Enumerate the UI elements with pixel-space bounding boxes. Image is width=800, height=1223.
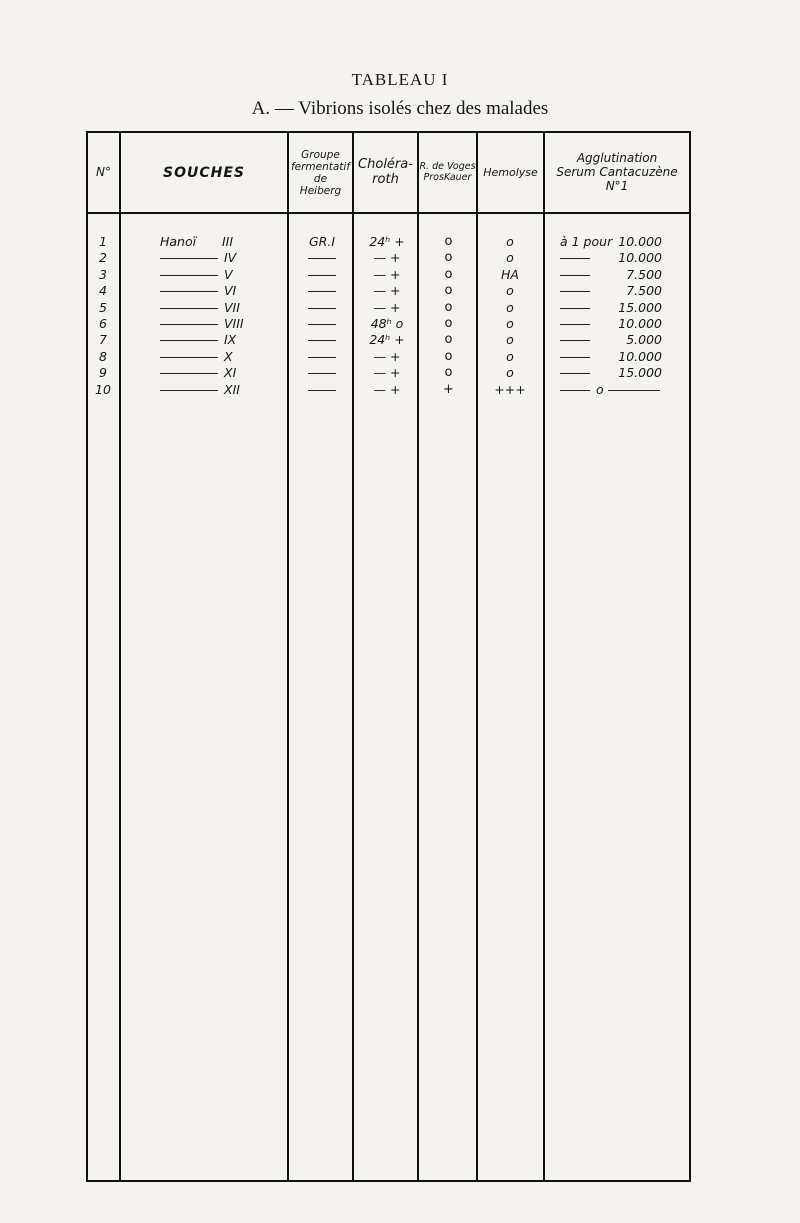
row-number: 5 (99, 299, 107, 315)
hemolyse-value: HA (501, 266, 519, 282)
strain-cell (124, 349, 284, 365)
ditto-dash (160, 390, 218, 391)
cholera-value: — + (373, 283, 401, 299)
agglutination-cell (548, 234, 688, 250)
ditto-dash (160, 357, 218, 358)
ditto-dash (560, 291, 590, 292)
ditto-dash (292, 365, 352, 381)
strain-number: IV (224, 250, 237, 266)
ditto-dash (560, 324, 590, 325)
voges-value: o (444, 365, 453, 381)
ditto-dash (560, 275, 590, 276)
ditto-dash (292, 267, 352, 283)
voges-value: o (444, 234, 453, 249)
row-number: 3 (99, 266, 107, 282)
agglutination-value: 15.000 (618, 365, 662, 381)
strain-cell (124, 250, 284, 266)
voges-value: o (444, 250, 453, 266)
voges-value: o (444, 348, 453, 364)
agglutination-cell (548, 332, 688, 348)
agglutination-cell (548, 365, 688, 381)
strain-number: XI (224, 365, 237, 381)
header-cholera: Choléra- roth (358, 157, 413, 187)
cholera-value: 24ʰ + (369, 234, 405, 249)
column-divider (543, 131, 545, 1182)
agglutination-value: 10.000 (618, 316, 662, 331)
table-title: TABLEAU I (351, 70, 449, 89)
agglutination-value: 7.500 (626, 266, 662, 282)
cholera-value: — + (373, 299, 401, 315)
strain-cell (124, 382, 284, 398)
ditto-dash (160, 373, 218, 374)
header-divider (86, 212, 691, 214)
voges-value: o (444, 283, 453, 299)
strain-number: X (224, 348, 233, 364)
group-value: GR.I (308, 234, 336, 249)
header-agglutination: Agglutination Serum Cantacuzène N°1 (556, 151, 678, 193)
ditto-dash (160, 340, 218, 341)
agglutination-prefix: o (596, 381, 604, 397)
strain-number: IX (224, 332, 237, 348)
cholera-value: — + (373, 250, 401, 266)
header-hemolyse: Hemolyse (483, 165, 538, 179)
hemolyse-value: +++ (494, 381, 526, 397)
row-number: 6 (99, 316, 107, 331)
agglutination-value: 10.000 (618, 234, 662, 249)
row-number: 1 (99, 234, 107, 249)
cholera-value: — + (373, 381, 401, 397)
column-divider (417, 131, 419, 1182)
strain-cell (124, 234, 284, 250)
strain-number: VI (224, 283, 237, 299)
agglutination-value: 10.000 (618, 348, 662, 364)
strain-number: VIII (224, 316, 244, 331)
header-souches: SOUCHES (163, 164, 245, 181)
voges-value: + (443, 381, 454, 397)
ditto-dash (160, 308, 218, 309)
ditto-dash (560, 373, 590, 374)
strain-cell (124, 365, 284, 381)
strain-number: III (222, 234, 234, 249)
cholera-value: 24ʰ + (369, 332, 405, 348)
ditto-dash (292, 332, 352, 348)
ditto-dash (292, 349, 352, 365)
hemolyse-value: o (506, 316, 514, 331)
ditto-dash (292, 250, 352, 266)
strain-number: XII (224, 381, 240, 397)
strain-cell (124, 283, 284, 299)
cholera-value: — + (373, 266, 401, 282)
strain-cell (124, 267, 284, 283)
agglutination-prefix: à 1 pour (560, 234, 613, 249)
ditto-dash (292, 382, 352, 398)
agglutination-cell (548, 300, 688, 316)
hemolyse-value: o (506, 234, 514, 249)
header-groupe: Groupe fermentatif de Heiberg (290, 148, 351, 198)
ditto-dash (292, 300, 352, 316)
strain-name: Hanoï (160, 234, 197, 249)
agglutination-value: 15.000 (618, 299, 662, 315)
row-number: 7 (99, 332, 107, 348)
hemolyse-value: o (506, 348, 514, 364)
voges-value: o (444, 299, 453, 315)
table-subtitle: A. — Vibrions isolés chez des malades (251, 98, 549, 119)
ditto-dash (560, 258, 590, 259)
row-number: 4 (99, 283, 107, 299)
ditto-dash (160, 258, 218, 259)
column-divider (476, 131, 478, 1182)
row-number: 8 (99, 348, 107, 364)
ditto-dash (160, 291, 218, 292)
row-number: 2 (99, 250, 107, 266)
agglutination-cell (548, 316, 688, 332)
ditto-dash (560, 390, 590, 391)
ditto-dash (560, 308, 590, 309)
hemolyse-value: o (506, 283, 514, 299)
header-voges: R. de Voges ProsKauer (419, 161, 476, 183)
voges-value: o (444, 332, 453, 348)
hemolyse-value: o (506, 299, 514, 315)
strain-number: V (224, 266, 233, 282)
agglutination-cell (548, 349, 688, 365)
voges-value: o (444, 316, 453, 331)
ditto-dash (160, 324, 218, 325)
row-number: 10 (95, 381, 111, 397)
hemolyse-value: o (506, 365, 514, 381)
header-n: N° (96, 165, 111, 180)
strain-cell (124, 332, 284, 348)
cholera-value: — + (373, 348, 401, 364)
ditto-dash (560, 357, 590, 358)
strain-cell (124, 300, 284, 316)
hemolyse-value: o (506, 250, 514, 266)
cholera-value: — + (373, 365, 401, 381)
ditto-dash (292, 283, 352, 299)
row-number: 9 (99, 365, 107, 381)
ditto-dash (292, 316, 352, 332)
voges-value: o (444, 266, 453, 282)
agglutination-cell (548, 267, 688, 283)
agglutination-cell (548, 283, 688, 299)
ditto-dash (160, 275, 218, 276)
column-divider (352, 131, 354, 1182)
ditto-dash (560, 340, 590, 341)
agglutination-cell (548, 382, 688, 398)
agglutination-value: 10.000 (618, 250, 662, 266)
hemolyse-value: o (506, 332, 514, 348)
column-divider (119, 131, 121, 1182)
column-divider (287, 131, 289, 1182)
agglutination-value: 7.500 (626, 283, 662, 299)
cholera-value: 48ʰ o (370, 316, 404, 331)
strain-cell (124, 316, 284, 332)
agglutination-cell (548, 250, 688, 266)
strain-number: VII (224, 299, 240, 315)
agglutination-value: 5.000 (626, 332, 662, 348)
